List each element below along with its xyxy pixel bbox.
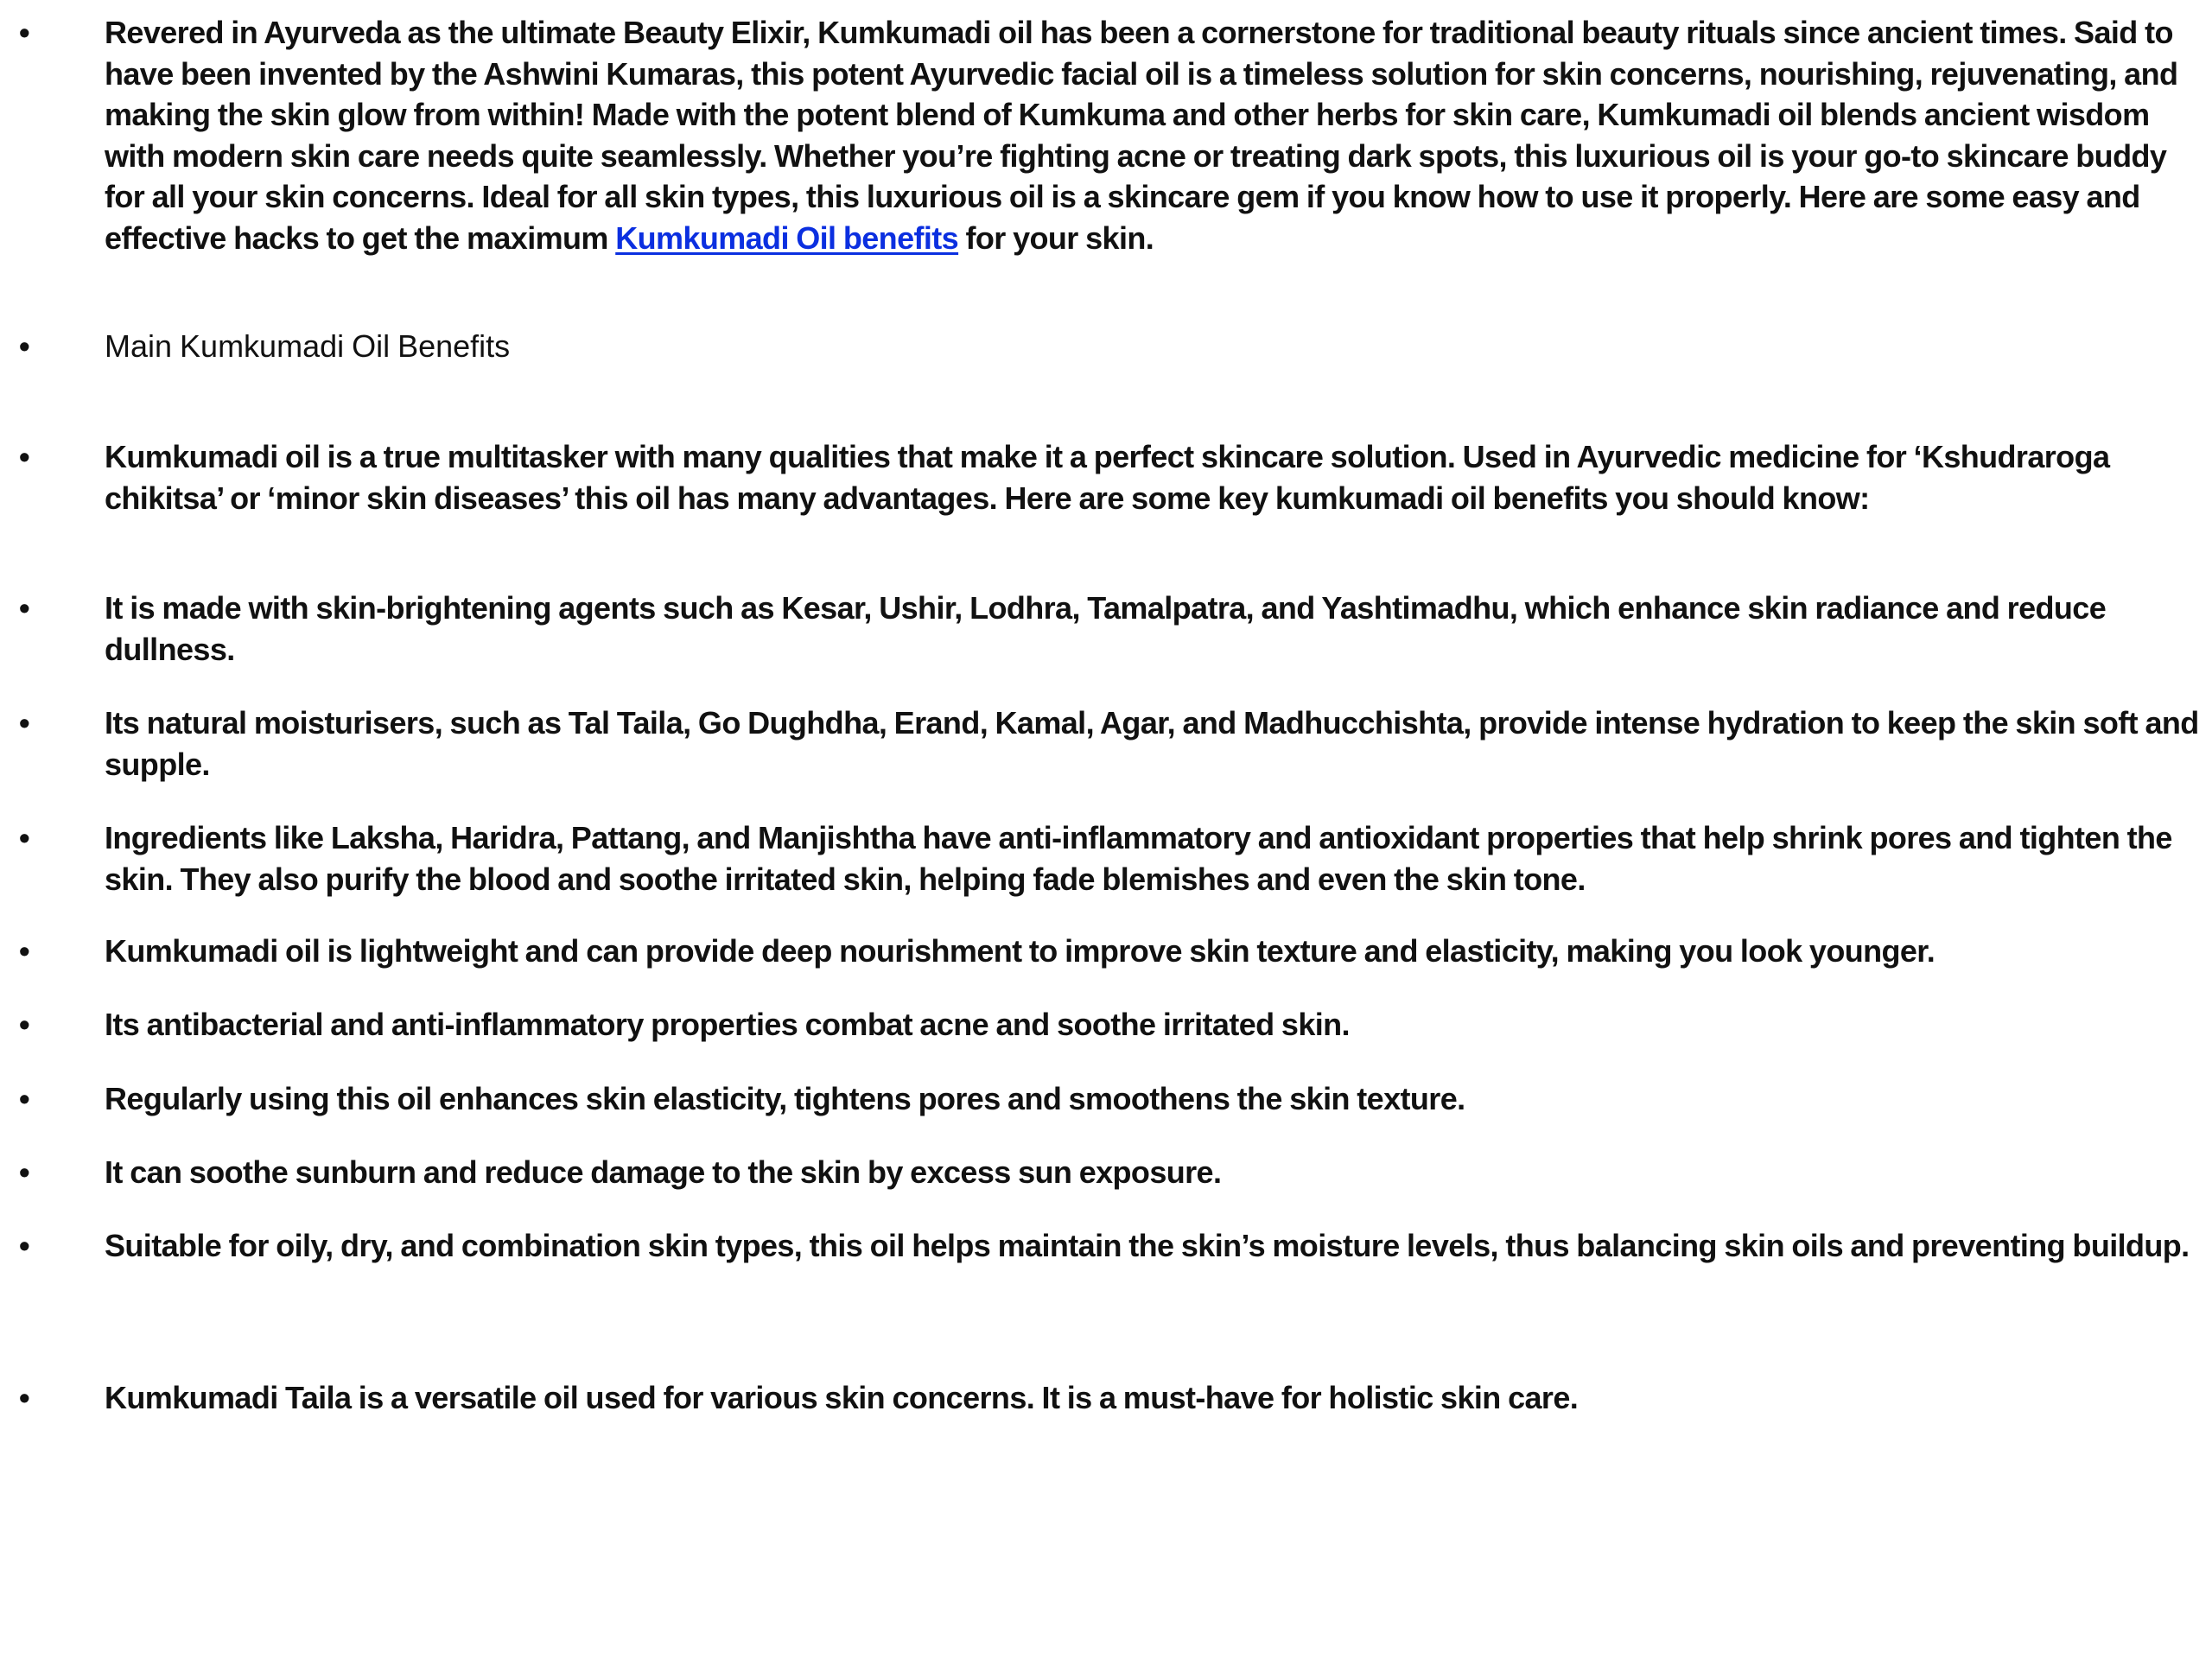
bullet: • xyxy=(19,15,30,50)
intro-text: Revered in Ayurveda as the ultimate Beauty Elixir, Kumkumadi oil has been a cornerstone for traditional beauty rituals since ancient times. Said to have been invented by the Ashwini Kumaras, this potent Ayurvedic facial oil is a timeless solution for skin concerns, nourishing, rejuvenating, and making the skin glow from within! Made with the potent blend of Kumkuma and other herbs for skin care, Kumkumadi oil blends ancient wisdom with modern skin care needs quite seamlessly. Whether you’re fighting acne or treating dark spots, this luxurious oil is your go-to skincare buddy for all your skin concerns. Ideal for all skin types, this luxurious oil is a skincare gem if you know how to use it properly. Here are some easy and effective hacks to get the maximum xyxy=(105,15,2178,256)
benefit-text: Ingredients like Laksha, Haridra, Pattang, and Manjishtha have anti-inflammatory and antioxidant properties that help shrink pores and tighten the skin. They also purify the blood and soothe irritated skin, helping fade blemishes and even the skin tone. xyxy=(105,820,2172,897)
bullet: • xyxy=(19,1007,30,1042)
bullet: • xyxy=(19,1154,30,1190)
closing-text: Kumkumadi Taila is a versatile oil used for various skin concerns. It is a must-have for holistic skin care. xyxy=(105,1380,1579,1415)
bullet: • xyxy=(19,590,30,626)
benefit-text: Regularly using this oil enhances skin elasticity, tightens pores and smoothens the skin texture. xyxy=(105,1081,1465,1116)
intro-text-end: for your skin. xyxy=(958,219,1154,256)
benefit-text: Kumkumadi oil is lightweight and can provide deep nourishment to improve skin texture and elasticity, making you look younger. xyxy=(105,933,1936,969)
bullet: • xyxy=(19,1380,30,1415)
intro-paragraph xyxy=(105,12,2200,258)
bullet: • xyxy=(19,328,30,364)
benefit-text: Its natural moisturisers, such as Tal Taila, Go Dughdha, Erand, Kamal, Agar, and Madhucchishta, provide intense hydration to keep the skin soft and supple. xyxy=(105,705,2199,782)
bullet: • xyxy=(19,1081,30,1116)
benefit-text: Suitable for oily, dry, and combination skin types, this oil helps maintain the skin’s moisture levels, thus balancing skin oils and preventing buildup. xyxy=(105,1228,2190,1263)
bullet: • xyxy=(19,820,30,855)
bullet: • xyxy=(19,933,30,969)
benefit-text: It is made with skin-brightening agents such as Kesar, Ushir, Lodhra, Tamalpatra, and Yashtimadhu, which enhance skin radiance and reduce dullness. xyxy=(105,590,2107,667)
bullet: • xyxy=(19,1228,30,1263)
kumkumadi-oil-benefits-link[interactable]: Kumkumadi Oil benefits xyxy=(615,219,959,256)
bullet: • xyxy=(19,439,30,474)
benefits-intro-paragraph: Kumkumadi oil is a true multitasker with many qualities that make it a perfect skincare solution. Used in Ayurvedic medicine for ‘Kshudraroga chikitsa’ or ‘minor skin diseases’ this oil has many advantages. Here are some key kumkumadi oil benefits you should know: xyxy=(105,439,2110,516)
bullet: • xyxy=(19,705,30,741)
benefit-text: Its antibacterial and anti-inflammatory properties combat acne and soothe irritated skin. xyxy=(105,1007,1350,1042)
section-heading: Main Kumkumadi Oil Benefits xyxy=(105,328,511,364)
benefit-text: It can soothe sunburn and reduce damage to the skin by excess sun exposure. xyxy=(105,1154,1222,1190)
